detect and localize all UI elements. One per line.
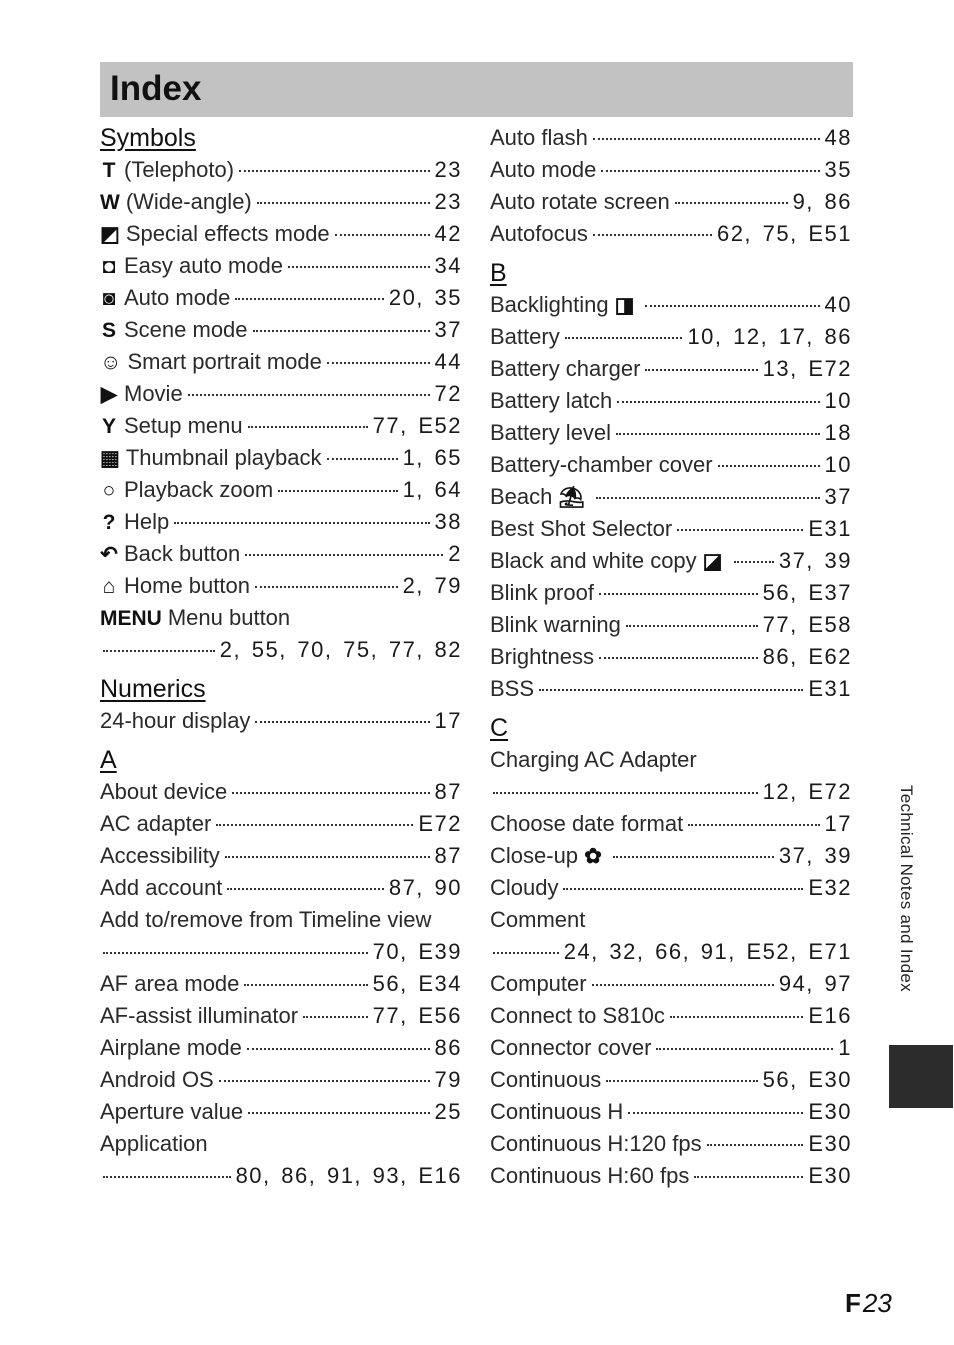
index-entry[interactable]: [490, 449, 852, 481]
entry-label: AF area mode: [100, 971, 240, 996]
index-entry[interactable]: [100, 1064, 462, 1096]
index-entry[interactable]: [100, 186, 462, 218]
home-icon: ⌂: [102, 575, 116, 598]
dot-leader: [303, 1016, 368, 1018]
entry-label: Continuous H:120 fps: [490, 1131, 702, 1156]
section-heading: B: [490, 259, 507, 287]
index-entry-continuation[interactable]: [490, 776, 852, 808]
entry-pages: 38: [434, 509, 462, 534]
entry-label: Auto rotate screen: [490, 189, 670, 214]
page-title: Index: [110, 69, 202, 108]
dot-leader: [232, 792, 429, 794]
index-entry[interactable]: [490, 904, 852, 936]
index-entry[interactable]: [490, 609, 852, 641]
dot-leader: [216, 824, 413, 826]
dot-leader: [225, 856, 430, 858]
index-entry[interactable]: [490, 545, 852, 577]
section-heading: A: [100, 746, 117, 774]
entry-label: (Wide-angle): [125, 189, 252, 214]
index-entry[interactable]: [490, 513, 852, 545]
index-entry[interactable]: [490, 1000, 852, 1032]
entry-pages: 37, 39: [778, 843, 852, 868]
dot-leader: [626, 625, 758, 627]
entry-pages: 87, 90: [388, 875, 462, 900]
section-icon: F: [845, 1288, 861, 1318]
index-entry[interactable]: [100, 378, 462, 410]
dot-leader: [592, 984, 774, 986]
entry-pages: E31: [808, 676, 852, 701]
entry-label: Continuous: [490, 1067, 602, 1092]
entry-label: Scene mode: [124, 317, 248, 342]
dot-leader: [219, 1080, 430, 1082]
entry-label: Airplane mode: [100, 1035, 242, 1060]
index-entry[interactable]: [100, 1128, 462, 1160]
entry-label: BSS: [490, 676, 535, 701]
index-entry[interactable]: [490, 673, 852, 705]
entry-pages: 17: [824, 811, 852, 836]
dot-leader: [688, 824, 819, 826]
dot-leader: [278, 490, 397, 492]
dot-leader: [599, 593, 758, 595]
dot-leader: [617, 401, 819, 403]
dot-leader: [670, 1016, 803, 1018]
close-up-icon: ✿: [584, 845, 602, 868]
dot-leader: [718, 465, 820, 467]
entry-pages: 1, 65: [402, 445, 462, 470]
entry-pages: 44: [434, 349, 462, 374]
entry-pages: 13, E72: [762, 356, 852, 381]
index-section: [100, 122, 462, 666]
entry-pages: 72: [434, 381, 462, 406]
entry-label: Battery level: [490, 420, 612, 445]
entry-pages: 37: [824, 484, 852, 509]
index-entry[interactable]: [100, 602, 462, 634]
help-icon: ?: [102, 511, 116, 534]
entry-pages: E30: [808, 1163, 852, 1188]
index-entry[interactable]: [100, 1096, 462, 1128]
index-entry[interactable]: [100, 570, 462, 602]
backlighting-icon: ◨: [614, 294, 635, 317]
telephoto-icon: T: [102, 159, 116, 182]
entry-label: Battery: [490, 324, 560, 349]
entry-pages: 87: [434, 843, 462, 868]
beach-icon: ⛱: [558, 486, 586, 509]
index-entry[interactable]: [490, 840, 852, 872]
dot-leader: [539, 689, 803, 691]
entry-pages: 10: [824, 388, 852, 413]
index-entry-continuation[interactable]: [100, 1160, 462, 1192]
index-entry[interactable]: [490, 481, 852, 513]
thumbnail-icon: ▦: [100, 447, 120, 470]
index-entry[interactable]: [490, 385, 852, 417]
index-entry[interactable]: [100, 1000, 462, 1032]
entry-label: Black and white copy: [490, 548, 697, 573]
entry-label: Battery charger: [490, 356, 641, 381]
entry-label: Application: [100, 1131, 208, 1156]
entry-label: Setup menu: [124, 413, 243, 438]
index-entry[interactable]: [100, 840, 462, 872]
entry-pages: 23: [434, 189, 462, 214]
entry-label: Best Shot Selector: [490, 516, 673, 541]
dot-leader: [103, 650, 215, 652]
index-entry[interactable]: [490, 417, 852, 449]
dot-leader: [616, 433, 819, 435]
section-heading: Numerics: [100, 675, 206, 703]
entry-pages: 10: [824, 452, 852, 477]
index-entry[interactable]: [100, 776, 462, 808]
dot-leader: [227, 888, 384, 890]
index-entry[interactable]: [100, 314, 462, 346]
index-entry[interactable]: [490, 1096, 852, 1128]
entry-pages: 34: [434, 253, 462, 278]
entry-label: 24-hour display: [100, 708, 251, 733]
entry-label: Easy auto mode: [124, 253, 283, 278]
dot-leader: [675, 202, 788, 204]
entry-pages: 40: [824, 292, 852, 317]
entry-pages: 12, E72: [762, 779, 852, 804]
entry-label: Home button: [124, 573, 250, 598]
index-entry[interactable]: [490, 1160, 852, 1192]
movie-icon: ▶: [100, 383, 118, 406]
scene-icon: S: [101, 319, 116, 342]
page-number-value: 23: [862, 1288, 892, 1318]
entry-pages: 48: [824, 125, 852, 150]
dot-leader: [257, 202, 430, 204]
index-entry[interactable]: [490, 744, 852, 776]
section-heading: C: [490, 714, 509, 742]
entry-label: Help: [124, 509, 170, 534]
index-section: [490, 122, 852, 250]
entry-label: Smart portrait mode: [127, 349, 322, 374]
entry-label: Auto mode: [124, 285, 231, 310]
bw-copy-icon: ◪: [702, 550, 723, 573]
entry-label: Android OS: [100, 1067, 214, 1092]
smart-portrait-icon: ☺: [100, 351, 122, 374]
index-entry[interactable]: [490, 353, 852, 385]
index-section: [100, 666, 462, 737]
dot-leader: [593, 234, 712, 236]
entry-pages: 56, E30: [762, 1067, 852, 1092]
entry-pages: 77, E52: [372, 413, 462, 438]
entry-label: Continuous H: [490, 1099, 624, 1124]
dot-leader: [493, 792, 758, 794]
index-entry[interactable]: [490, 872, 852, 904]
menu-icon: MENU: [100, 607, 162, 630]
section-gap: [490, 250, 852, 257]
entry-pages: 1: [838, 1035, 852, 1060]
dot-leader: [245, 554, 443, 556]
entry-pages: 94, 97: [778, 971, 852, 996]
entry-pages: E30: [808, 1099, 852, 1124]
entry-label: Charging AC Adapter: [490, 747, 697, 772]
entry-pages: 42: [434, 221, 462, 246]
entry-pages: 9, 86: [792, 189, 852, 214]
index-section: [490, 250, 852, 705]
dot-leader: [248, 426, 368, 428]
title-bar: [100, 62, 853, 117]
entry-pages: 56, E34: [372, 971, 462, 996]
entry-pages: 77, E56: [372, 1003, 462, 1028]
dot-leader: [628, 1112, 803, 1114]
entry-pages: 56, E37: [762, 580, 852, 605]
entry-label: Close-up: [490, 843, 579, 868]
entry-pages: 1, 64: [402, 477, 462, 502]
index-entry[interactable]: [100, 872, 462, 904]
special-effects-icon: ◩: [100, 223, 120, 246]
index-entry[interactable]: [100, 218, 462, 250]
index-entry[interactable]: [100, 154, 462, 186]
dot-leader: [656, 1048, 833, 1050]
dot-leader: [247, 1048, 430, 1050]
entry-pages: 79: [434, 1067, 462, 1092]
dot-leader: [645, 305, 819, 307]
index-column-right: [490, 122, 852, 1192]
dot-leader: [563, 888, 803, 890]
entry-pages: 25: [434, 1099, 462, 1124]
entry-label: Accessibility: [100, 843, 220, 868]
dot-leader: [606, 1080, 757, 1082]
entry-label: AF-assist illuminator: [100, 1003, 299, 1028]
entry-label: Autofocus: [490, 221, 588, 246]
dot-leader: [327, 458, 398, 460]
entry-label: Auto mode: [490, 157, 597, 182]
index-entry[interactable]: [100, 904, 462, 936]
index-entry[interactable]: [490, 154, 852, 186]
section-gap: [100, 666, 462, 673]
index-entry[interactable]: [490, 1128, 852, 1160]
entry-label: Connect to S810c: [490, 1003, 665, 1028]
entry-label: Blink proof: [490, 580, 594, 605]
entry-pages: E16: [808, 1003, 852, 1028]
dot-leader: [103, 952, 368, 954]
index-entry-continuation[interactable]: [100, 936, 462, 968]
dot-leader: [601, 170, 819, 172]
index-entry[interactable]: [100, 808, 462, 840]
entry-pages: 23: [434, 157, 462, 182]
index-entry[interactable]: [490, 1032, 852, 1064]
entry-label: (Telephoto): [124, 157, 235, 182]
entry-label: Playback zoom: [124, 477, 274, 502]
index-entry[interactable]: [490, 218, 852, 250]
entry-label: Brightness: [490, 644, 594, 669]
camera-icon: ◙: [102, 287, 116, 310]
entry-pages: 80, 86, 91, 93, E16: [235, 1163, 462, 1188]
dot-leader: [174, 522, 429, 524]
entry-label: Add account: [100, 875, 223, 900]
dot-leader: [613, 856, 774, 858]
dot-leader: [103, 1176, 231, 1178]
wide-angle-icon: W: [100, 191, 120, 214]
entry-label: Thumbnail playback: [125, 445, 322, 470]
index-entry[interactable]: [490, 808, 852, 840]
entry-label: Battery latch: [490, 388, 613, 413]
entry-pages: E30: [808, 1131, 852, 1156]
wrench-icon: Y: [101, 415, 116, 438]
dot-leader: [253, 330, 430, 332]
entry-pages: 86, E62: [762, 644, 852, 669]
entry-label: Auto flash: [490, 125, 588, 150]
index-entry[interactable]: [490, 577, 852, 609]
dot-leader: [493, 952, 559, 954]
dot-leader: [235, 298, 383, 300]
entry-pages: E72: [418, 811, 462, 836]
entry-pages: 18: [824, 420, 852, 445]
index-entry[interactable]: [100, 410, 462, 442]
zoom-icon: ○: [102, 479, 116, 502]
entry-pages: 37, 39: [778, 548, 852, 573]
index-entry[interactable]: [100, 474, 462, 506]
dot-leader: [645, 369, 757, 371]
entry-label: Battery-chamber cover: [490, 452, 713, 477]
dot-leader: [188, 394, 430, 396]
entry-pages: 2, 55, 70, 75, 77, 82: [219, 637, 462, 662]
dot-leader: [677, 529, 803, 531]
index-entry[interactable]: [490, 321, 852, 353]
index-entry[interactable]: [100, 442, 462, 474]
entry-pages: 17: [434, 708, 462, 733]
index-entry[interactable]: [100, 538, 462, 570]
dot-leader: [707, 1144, 804, 1146]
index-entry-continuation[interactable]: [100, 634, 462, 666]
index-entry[interactable]: [490, 1064, 852, 1096]
entry-pages: 70, E39: [372, 939, 462, 964]
entry-label: Special effects mode: [125, 221, 330, 246]
dot-leader: [335, 234, 430, 236]
entry-label: AC adapter: [100, 811, 212, 836]
dot-leader: [593, 138, 820, 140]
index-entry[interactable]: [490, 968, 852, 1000]
entry-pages: 35: [824, 157, 852, 182]
dot-leader: [288, 266, 430, 268]
dot-leader: [248, 1112, 429, 1114]
easy-auto-icon: ◘: [102, 255, 116, 278]
entry-label: Menu button: [167, 605, 291, 630]
dot-leader: [255, 721, 429, 723]
dot-leader: [239, 170, 429, 172]
entry-pages: 86: [434, 1035, 462, 1060]
entry-pages: E32: [808, 875, 852, 900]
page-number: [845, 1288, 892, 1319]
entry-label: Continuous H:60 fps: [490, 1163, 690, 1188]
index-section: [490, 705, 852, 1192]
index-entry[interactable]: [100, 282, 462, 314]
dot-leader: [694, 1176, 803, 1178]
index-entry[interactable]: [100, 1032, 462, 1064]
dot-leader: [596, 497, 819, 499]
entry-pages: 77, E58: [762, 612, 852, 637]
entry-pages: 10, 12, 17, 86: [687, 324, 852, 349]
entry-label: Comment: [490, 907, 586, 932]
entry-pages: E31: [808, 516, 852, 541]
entry-label: Beach: [490, 484, 553, 509]
index-entry[interactable]: [490, 122, 852, 154]
dot-leader: [244, 984, 367, 986]
entry-pages: 87: [434, 779, 462, 804]
index-entry[interactable]: [100, 346, 462, 378]
entry-label: Blink warning: [490, 612, 621, 637]
entry-pages: 37: [434, 317, 462, 342]
index-entry[interactable]: [490, 186, 852, 218]
entry-label: Cloudy: [490, 875, 559, 900]
index-entry[interactable]: [100, 506, 462, 538]
entry-pages: 24, 32, 66, 91, E52, E71: [563, 939, 852, 964]
section-heading: Symbols: [100, 124, 196, 152]
dot-leader: [255, 586, 398, 588]
entry-pages: 2: [448, 541, 462, 566]
entry-label: Movie: [124, 381, 183, 406]
entry-label: About device: [100, 779, 228, 804]
index-entry[interactable]: [490, 641, 852, 673]
back-icon: ↶: [100, 543, 118, 566]
index-entry-continuation[interactable]: [490, 936, 852, 968]
dot-leader: [327, 362, 430, 364]
section-gap: [100, 737, 462, 744]
dot-leader: [565, 337, 683, 339]
entry-label: Backlighting: [490, 292, 609, 317]
index-entry[interactable]: [100, 968, 462, 1000]
index-entry[interactable]: [490, 289, 852, 321]
dot-leader: [599, 657, 758, 659]
dot-leader: [734, 561, 774, 563]
entry-label: Computer: [490, 971, 587, 996]
entry-label: Aperture value: [100, 1099, 244, 1124]
entry-pages: 20, 35: [388, 285, 462, 310]
entry-pages: 62, 75, E51: [716, 221, 852, 246]
index-section: [100, 737, 462, 1192]
side-tab-marker: [889, 1045, 953, 1108]
side-tab-label: Technical Notes and Index: [897, 785, 916, 992]
entry-pages: 2, 79: [402, 573, 462, 598]
index-entry[interactable]: [100, 250, 462, 282]
index-entry[interactable]: [100, 705, 462, 737]
entry-label: Connector cover: [490, 1035, 652, 1060]
entry-label: Back button: [124, 541, 241, 566]
entry-label: Choose date format: [490, 811, 684, 836]
section-gap: [490, 705, 852, 712]
index-column-left: [100, 122, 462, 1192]
entry-label: Add to/remove from Timeline view: [100, 907, 432, 932]
